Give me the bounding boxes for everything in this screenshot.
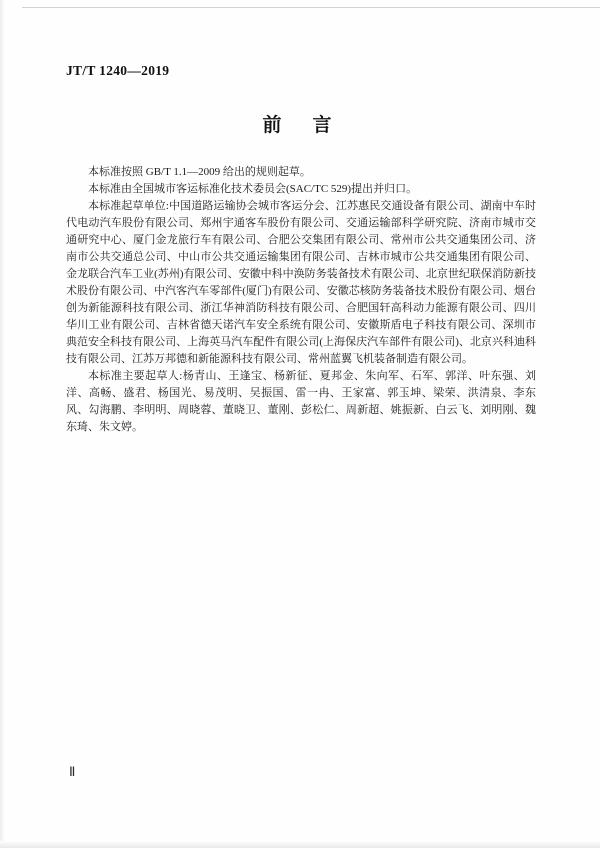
paragraph-main-drafters: 本标准主要起草人:杨青山、王逢宝、杨新征、夏邦金、朱向军、石军、郭洋、叶东强、刘洋、高畅、盛君、杨国光、易茂明、吴振国、雷一冉、王家富、郭玉坤、梁荣、洪清泉、李东风、勾海鹏、李明明、周晓蓉、董晓卫、董刚、彭松仁、周新超、姚振新、白云飞、刘明刚、魏东琦、朱文婷。	[66, 370, 536, 433]
paragraph-drafting-organizations: 本标准起草单位:中国道路运输协会城市客运分会、江苏惠民交通设备有限公司、湖南中车时代电动汽车股份有限公司、郑州宇通客车股份有限公司、交通运输部科学研究院、济南市城市交通研究中心、厦门金龙旅行车有限公司、合肥公交集团有限公司、常州市公共交通集团公司、济南市公共交通总公司、中山市公共交通运输集团有限公司、吉林市城市公共交通集团有限公司、金龙联合汽车工业(苏州)有限公司、安徽中科中涣防务装备技术有限公司、北京世纪联保消防新技术股份有限公司、中汽客汽车零部件(厦门)有限公司、安徽芯核防务装备技术股份有限公司、烟台创为新能源科技有限公司、浙江华神消防科技有限公司、合肥国轩高科动力能源有限公司、四川华川工业有限公司、吉林省德天诺汽车安全系统有限公司、安徽斯盾电子科技有限公司、深圳市典范安全科技有限公司、上海英马汽车配件有限公司(上海保庆汽车部件有限公司)、北京兴科迪科技有限公司、江苏万邦德和新能源科技有限公司、常州蓝翼飞机装备制造有限公司。	[66, 200, 536, 365]
standard-number: JT/T 1240—2019	[66, 63, 170, 78]
paragraph-proposing-committee: 本标准由全国城市客运标准化技术委员会(SAC/TC 529)提出并归口。	[88, 183, 418, 195]
page-title: 前 言	[262, 115, 338, 136]
scan-edge-bottom	[0, 841, 600, 848]
foreword-body	[66, 164, 536, 436]
paragraph-drafting-rule: 本标准按照 GB/T 1.1—2009 给出的规则起草。	[88, 166, 311, 178]
page-number: Ⅱ	[69, 764, 76, 779]
scan-edge-top	[22, 7, 600, 8]
